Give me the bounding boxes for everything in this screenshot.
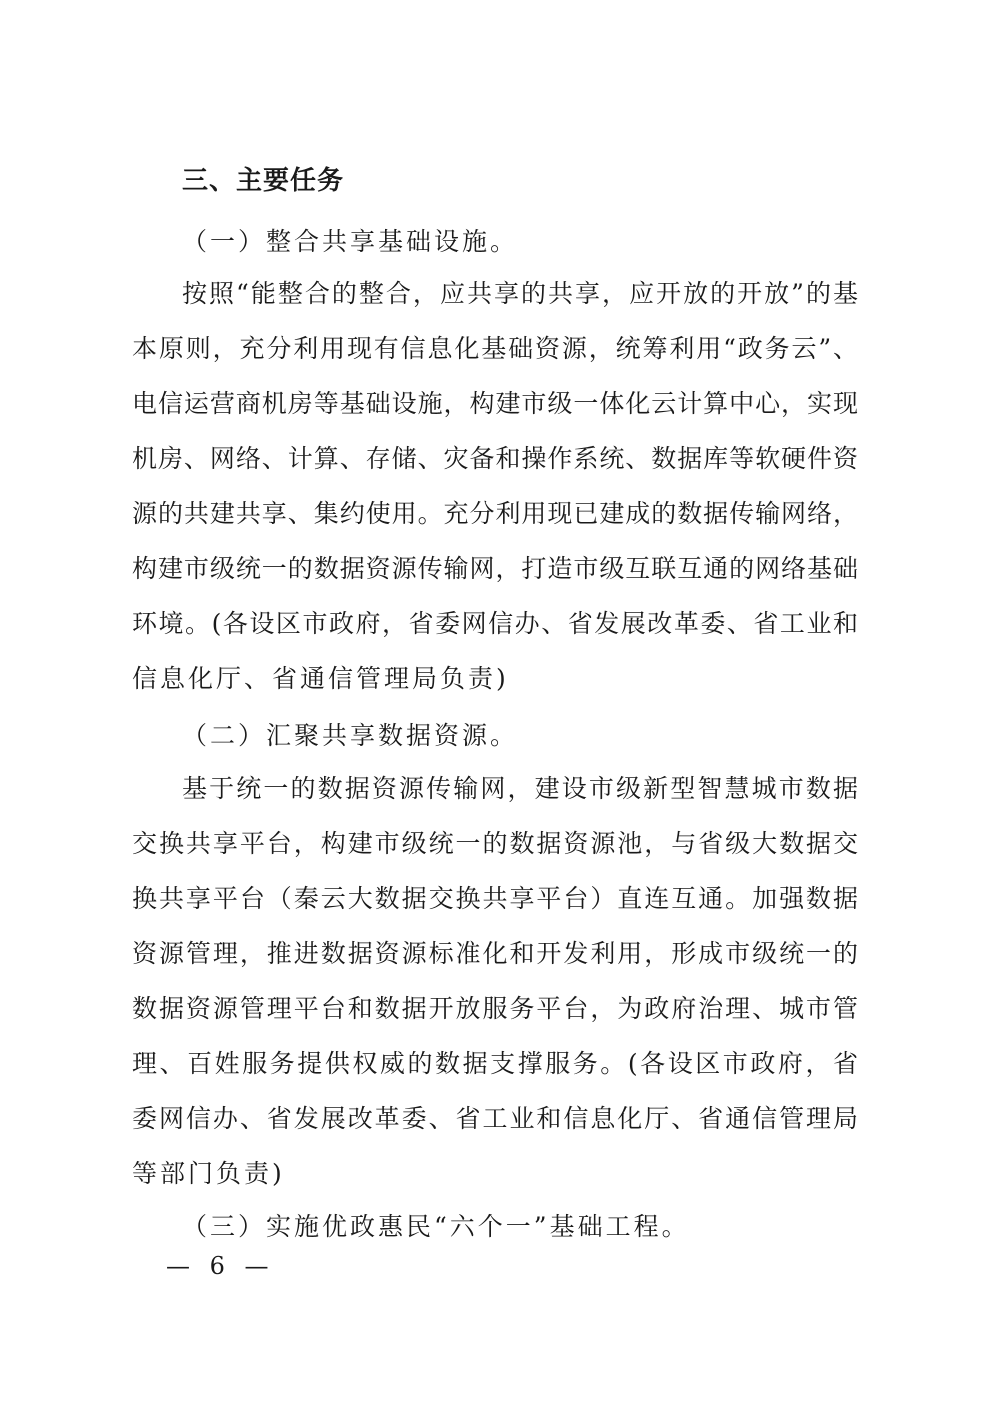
- paragraph-line: 资源管理，推进数据资源标准化和开发利用，形成市级统一的: [132, 939, 858, 968]
- paragraph-line: 等部门负责): [132, 1159, 285, 1188]
- paragraph-line: 换共享平台（秦云大数据交换共享平台）直连互通。加强数据: [132, 884, 858, 913]
- paragraph-line: 构建市级统一的数据资源传输网，打造市级互联互通的网络基础: [132, 554, 858, 583]
- paragraph-line: 电信运营商机房等基础设施，构建市级一体化云计算中心，实现: [132, 389, 858, 418]
- subsection-title-2: （二）汇聚共享数据资源。: [182, 721, 519, 750]
- paragraph-line: 本原则，充分利用现有信息化基础资源，统筹利用“政务云”、: [132, 334, 858, 363]
- section-heading: 三、主要任务: [182, 166, 345, 196]
- paragraph-line: 交换共享平台，构建市级统一的数据资源池，与省级大数据交: [132, 829, 858, 858]
- paragraph-line: 基于统一的数据资源传输网，建设市级新型智慧城市数据: [182, 774, 858, 803]
- subsection-title-3: （三）实施优政惠民“六个一”基础工程。: [182, 1212, 690, 1241]
- paragraph-line: 理、百姓服务提供权威的数据支撑服务。(各设区市政府，省: [132, 1049, 858, 1078]
- page-number: — 6 —: [166, 1252, 275, 1280]
- paragraph-line: 数据资源管理平台和数据开放服务平台，为政府治理、城市管: [132, 994, 858, 1023]
- subsection-title-1: （一）整合共享基础设施。: [182, 227, 519, 256]
- paragraph-line: 源的共建共享、集约使用。充分利用现已建成的数据传输网络，: [132, 499, 858, 528]
- paragraph-line: 信息化厅、省通信管理局负责): [132, 664, 509, 693]
- paragraph-line: 委网信办、省发展改革委、省工业和信息化厅、省通信管理局: [132, 1104, 858, 1133]
- paragraph-line: 按照“能整合的整合，应共享的共享，应开放的开放”的基: [182, 279, 858, 308]
- paragraph-line: 机房、网络、计算、存储、灾备和操作系统、数据库等软硬件资: [132, 444, 858, 473]
- paragraph-line: 环境。(各设区市政府，省委网信办、省发展改革委、省工业和: [132, 609, 858, 638]
